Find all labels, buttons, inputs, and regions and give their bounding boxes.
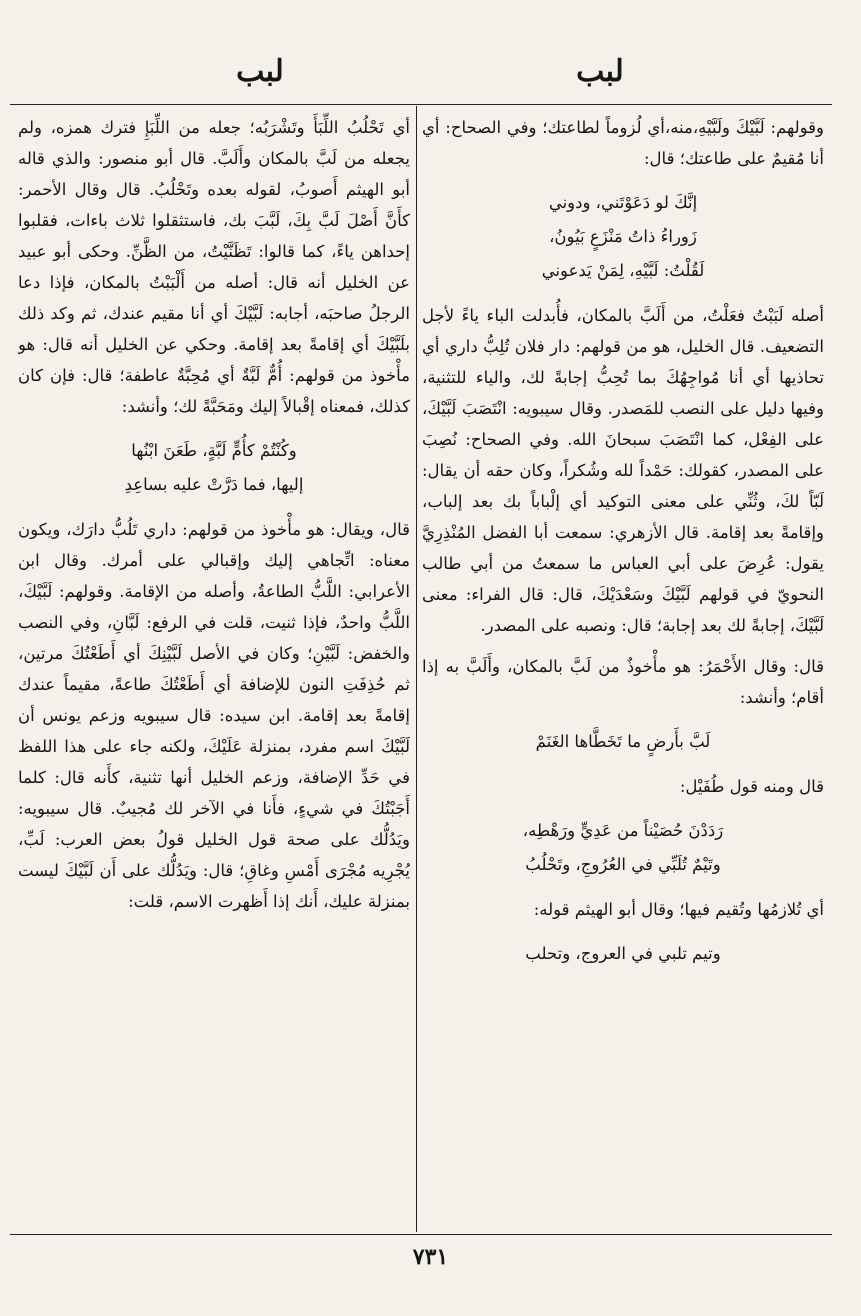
left-verse-1: [18, 434, 410, 502]
verse-line: إنَّكَ لو دَعَوْتَني، ودوني: [548, 193, 698, 212]
verse-line: رَدَدْنَ حُصَيْناً من عَدِيٍّ ورَهْطِه،: [522, 821, 724, 840]
right-verse-1: [422, 186, 824, 288]
left-column: [18, 112, 410, 1230]
headword-left: لبب: [236, 54, 284, 89]
right-verse-4: [422, 937, 824, 971]
verse-line: وتيم تلبي في العروج، وتحلب: [525, 944, 721, 963]
verse-line: وتَيْمٌ تُلَبِّي في العُرُوجِ، وتَحْلُبُ: [525, 855, 721, 874]
right-paragraph-2: أصله لَبَبْتُ فعَلْتُ، من أَلَبَّ بالمكان، فأُبدلت الباء ياءً لأجل التضعيف. قال الخليل، هو من قولهم: دار فلان تُلِبُّ داري أي تحاذيها أي أنا مُواجِهُكَ بما تُحِبُّ إجابةً لك، والياء للتثنية، وفيها دليل على النصب للمَصدر. وقال سيبويه: انْتَصَبَ لَبَّيْكَ، على الفِعْل، كما انْتَصَبَ سبحانَ الله. وفي الصحاح: نُصِبَ على المصدر، كقولك: حَمْداً لله وشُكراً، وكان حقه أن يقال: لَبّاً لكَ، وثُنِّي على معنى التوكيد أي إلْباباً بك بعد إلباب، وإقامةً بعد إقامة. قال الأزهري: سمعت أبا الفضل المُنْذِرِيَّ يقول: عُرِضَ على أبي العباس ما سمعتُ من أبي طالب النحويّ في قولهم لَبَّيْكَ وسَعْدَيْكَ، قال: قال الفراء: معنى لَبَّيْكَ، إجابةً لك بعد إجابة؛ قال: ونصبه على المصدر.: [422, 306, 824, 635]
page-number: ٧٣١: [412, 1244, 449, 1270]
right-verse-2: [422, 725, 824, 759]
verse-line: لَبَّ بأَرضٍ ما تَخَطَّاها الغَنَمْ: [535, 732, 711, 751]
verse-line: وكُنْتُمْ كأُمٍّ لَبَّةٍ، طَعَنَ ابْنُها: [131, 441, 297, 460]
top-rule: [10, 104, 832, 105]
right-verse-3: [422, 814, 824, 882]
verse-line: إليها، فما دَرَّتْ عليه بساعِدِ: [124, 475, 304, 494]
verse-line: زَوراءُ ذاتُ مَنْزَعٍ بَيُونُ،: [549, 227, 697, 246]
left-paragraph-1: أي تَحْلُبُ اللِّبَأَ وتَشْرَبُه؛ جعله من اللِّبَإِ فترك همزه، ولم يجعله من لَبَّ بالمكان وأَلَبَّ. قال أبو منصور: والذي قاله أبو الهيثم أَصوبُ، لقوله بعده وتَحْلُبُ. قال وقال الأحمر: كأَنَّ أَصْلَ لَبَّ بِكَ، لَبَّبَ بك، فاستثقلوا ثلاث باءات، فقلبوا إحداهن ياءً، كما قالوا: تَظَنَّيْتُ، من الظَّنِّ. وحكى أبو عبيد عن الخليل أنه قال: أصله من أَلْبَبْتُ بالمكان، فإذا دعا الرجلُ صاحبَه، أجابه: لَبَّيْكَ أي أنا مقيم عندك، ثم وكد ذلك بلَبَّيْكَ أي إقامةً بعد إقامة. وحكي عن الخليل أنه قال: هو مأْخوذ من قولهم: أُمٌّ لَبَّةٌ أي مُحِبَّةٌ عاطفة؛ قال: فإن كان كذلك، فمعناه إقْبالاً إليك ومَحَبَّةً لك؛ وأنشد:: [18, 118, 410, 416]
headword-right: لبب: [576, 54, 624, 89]
right-paragraph-5: أي تُلازمُها وتُقيم فيها؛ وقال أبو الهيثم قوله:: [533, 900, 824, 919]
left-paragraph-2: قال، ويقال: هو مأْخوذ من قولهم: داري تَلُبُّ دارَك، ويكون معناه: اتِّجاهي إليك وإقبالي على أمرك. وقال ابن الأعرابي: اللَّبُّ الطاعةُ، وأصله من الإقامة. وقولهم: لَبَّيْكَ، اللَّبُّ واحدٌ، فإذا ثنيت، قلت في الرفع: لَبَّانِ، وفي النصب والخفض: لَبَّيْنِ؛ وكان في الأصل لَبَّيْنِكَ أي أَطَعْتُكَ مرتين، ثم حُذِفَتِ النون للإضافة أي أَطَعْتُكَ طاعةً، مقيماً عندك إقامةً بعد إقامة. ابن سيده: قال سيبويه وزعم يونس أن لَبَّيْكَ اسم مفرد، بمنزلة عَلَيْكَ، ولكنه جاء على هذا اللفظ في حَدِّ الإضافة، وزعم الخليل أنها تثنية، كأَنه قال: كلما أَجَبْتُكَ في شيءٍ، فأَنا في الآخر لك مُجيبٌ. قال سيبويه: ويَدُلُّك على صحة قول الخليل قولُ بعض العرب: لَبِّ، يُجْرِيه مُجْرَى أَمْسِ وغاقِ؛ قال: ويَدُلُّك على أَن لَبَّيْكَ ليست بمنزلة عليك، أَنك إذا أَظهرت الاسم، قلت:: [18, 520, 410, 911]
page-header: [40, 52, 830, 98]
right-paragraph-4: قال ومنه قول طُفَيْل:: [679, 777, 824, 796]
bottom-rule: [10, 1234, 832, 1235]
right-paragraph-3: قال: وقال الأَحْمَرُ: هو مأْخوذٌ من لَبَّ بالمكان، وأَلَبَّ به إذا أقام؛ وأنشد:: [422, 657, 824, 707]
verse-line: لَقُلْتُ: لَبَّيْهِ، لِمَنْ يَدعوني: [541, 261, 705, 280]
right-paragraph-1: وقولهم: لَبَّيْكَ ولَبَّيْهِ،منه،أي لُزوماً لطاعتك؛ وفي الصحاح: أي أنا مُقيمٌ على طاعتك؛ قال:: [422, 118, 824, 168]
right-column: [422, 112, 824, 1230]
column-divider: [416, 106, 417, 1232]
